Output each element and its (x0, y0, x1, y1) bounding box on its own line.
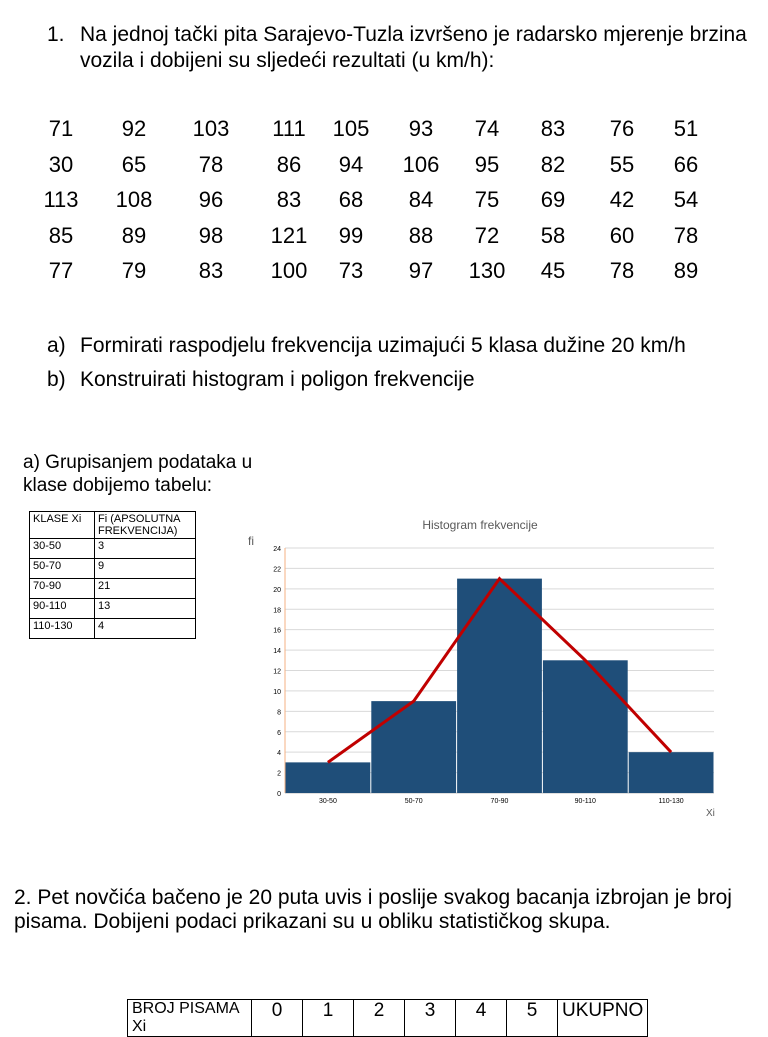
x-tick-label: 70-90 (490, 798, 509, 805)
chart-title: Histogram frekvencije (422, 518, 538, 532)
table-cell: 3 (95, 539, 196, 559)
speed-value: 51 (673, 116, 699, 141)
speed-value: 68 (338, 187, 364, 212)
speed-value: 95 (474, 151, 500, 177)
table-row (30, 599, 196, 619)
speed-value: 103 (192, 116, 230, 141)
speed-value: 92 (121, 116, 147, 141)
speed-value: 72 (474, 222, 500, 248)
table-cell: 4 (456, 1000, 507, 1037)
speed-value: 89 (673, 258, 699, 283)
answer-a-text: a) Grupisanjem podataka u klase dobijemo tabelu: (23, 452, 253, 496)
speed-value: 58 (540, 222, 566, 248)
x-tick-label: 50-70 (404, 798, 423, 805)
histogram-chart (240, 510, 730, 825)
y-tick-label: 0 (277, 791, 281, 798)
speed-value: 66 (673, 151, 699, 177)
table-header-cell: Fi (APSOLUTNA FREKVENCIJA) (95, 512, 196, 539)
speed-value: 86 (276, 151, 302, 177)
speed-value: 82 (540, 151, 566, 177)
speed-value: 42 (609, 187, 635, 212)
speed-value: 60 (609, 222, 635, 248)
problem-2-text: 2. Pet novčića bačeno je 20 puta uvis i poslije svakog bacanja izbrojan je broj pisama. Dobijeni podaci prikazani su u obliku statističkog skupa. (14, 886, 732, 933)
speed-value: 73 (338, 258, 364, 283)
histogram-bar (371, 701, 456, 793)
speed-value: 108 (115, 187, 153, 212)
speed-value: 93 (408, 116, 434, 141)
table-cell: 50-70 (30, 559, 95, 579)
table-cell: UKUPNO (558, 1000, 648, 1037)
speed-value: 85 (48, 222, 74, 248)
speed-value: 45 (540, 258, 566, 283)
y-tick-label: 4 (277, 750, 281, 758)
speed-value: 121 (270, 222, 308, 248)
histogram-bar (543, 660, 628, 793)
speed-value: 75 (474, 187, 500, 212)
speed-value: 83 (198, 258, 224, 283)
speed-value: 88 (408, 222, 434, 248)
table-row (30, 539, 196, 559)
table-cell: 5 (507, 1000, 558, 1037)
problem-text: Na jednoj tački pita Sarajevo-Tuzla izvršeno je radarsko mjerenje brzina vozila i dobijeni su sljedeći rezultati (u km/h): (80, 23, 747, 72)
class-frequency-table (29, 511, 196, 639)
x-tick-label: 110-130 (658, 798, 684, 805)
table-row (30, 559, 196, 579)
y-tick-label: 2 (277, 770, 281, 778)
speed-value: 111 (272, 116, 306, 141)
y-tick-label: 22 (273, 566, 281, 574)
histogram-bar (457, 579, 542, 793)
speed-value: 96 (198, 187, 224, 212)
task-letter: b) (47, 368, 66, 391)
speed-value: 30 (48, 151, 74, 177)
speed-value: 55 (609, 151, 635, 177)
table-cell: 70-90 (30, 579, 95, 599)
speed-value: 78 (673, 222, 699, 248)
table-header-cell: BROJ PISAMA Xi (128, 1000, 252, 1037)
y-axis-label: fi (248, 534, 254, 548)
speed-value: 105 (332, 116, 370, 141)
speed-value: 98 (198, 222, 224, 248)
speed-value: 89 (121, 222, 147, 248)
table-cell: 0 (252, 1000, 303, 1037)
task-letter: a) (47, 334, 66, 357)
speed-value: 78 (198, 151, 224, 177)
coin-toss-table (127, 999, 648, 1037)
table-cell: 110-130 (30, 619, 95, 639)
speed-value: 100 (270, 258, 308, 283)
x-axis-label: Xi (706, 808, 715, 819)
table-row (30, 579, 196, 599)
y-tick-label: 10 (273, 688, 281, 696)
table-header-cell: KLASE Xi (30, 512, 95, 539)
table-cell: 9 (95, 559, 196, 579)
speed-value: 84 (408, 187, 434, 212)
speed-value: 83 (540, 116, 566, 141)
x-tick-label: 90-110 (574, 798, 596, 805)
table-cell: 2 (354, 1000, 405, 1037)
speed-value: 78 (609, 258, 635, 283)
table-cell: 30-50 (30, 539, 95, 559)
table-cell: 21 (95, 579, 196, 599)
task-text: Formirati raspodjelu frekvencija uzimajući 5 klasa dužine 20 km/h (80, 334, 686, 357)
histogram-bar (629, 752, 714, 793)
table-cell: 1 (303, 1000, 354, 1037)
y-tick-label: 8 (277, 709, 281, 717)
speed-value: 97 (408, 258, 434, 283)
y-tick-label: 14 (273, 648, 281, 656)
table-cell: 4 (95, 619, 196, 639)
speed-value: 113 (43, 187, 79, 212)
problem-number: 1. (47, 23, 65, 46)
speed-value: 69 (540, 187, 566, 212)
x-tick-label: 30-50 (318, 798, 337, 805)
y-tick-label: 18 (273, 607, 281, 615)
speed-value: 74 (474, 116, 500, 141)
speed-value: 76 (609, 116, 635, 141)
speed-value: 71 (48, 116, 74, 141)
table-cell: 3 (405, 1000, 456, 1037)
y-tick-label: 24 (273, 546, 281, 553)
table-row (128, 1000, 648, 1037)
y-tick-label: 20 (273, 586, 281, 594)
speed-value: 65 (121, 151, 147, 177)
table-cell: 90-110 (30, 599, 95, 619)
y-tick-label: 12 (273, 668, 281, 676)
speed-value: 83 (276, 187, 302, 212)
speed-value: 94 (338, 151, 364, 177)
speed-value: 99 (338, 222, 364, 248)
speed-value: 54 (673, 187, 699, 212)
table-row (30, 619, 196, 639)
table-header-row (30, 512, 196, 539)
speed-value: 79 (121, 258, 147, 283)
table-cell: 13 (95, 599, 196, 619)
speed-value: 77 (48, 258, 74, 283)
speed-value: 130 (468, 258, 506, 283)
histogram-bar (286, 762, 371, 793)
y-tick-label: 16 (273, 627, 281, 635)
y-tick-label: 6 (277, 729, 281, 737)
task-text: Konstruirati histogram i poligon frekvencije (80, 368, 475, 391)
speed-value: 106 (402, 151, 440, 177)
